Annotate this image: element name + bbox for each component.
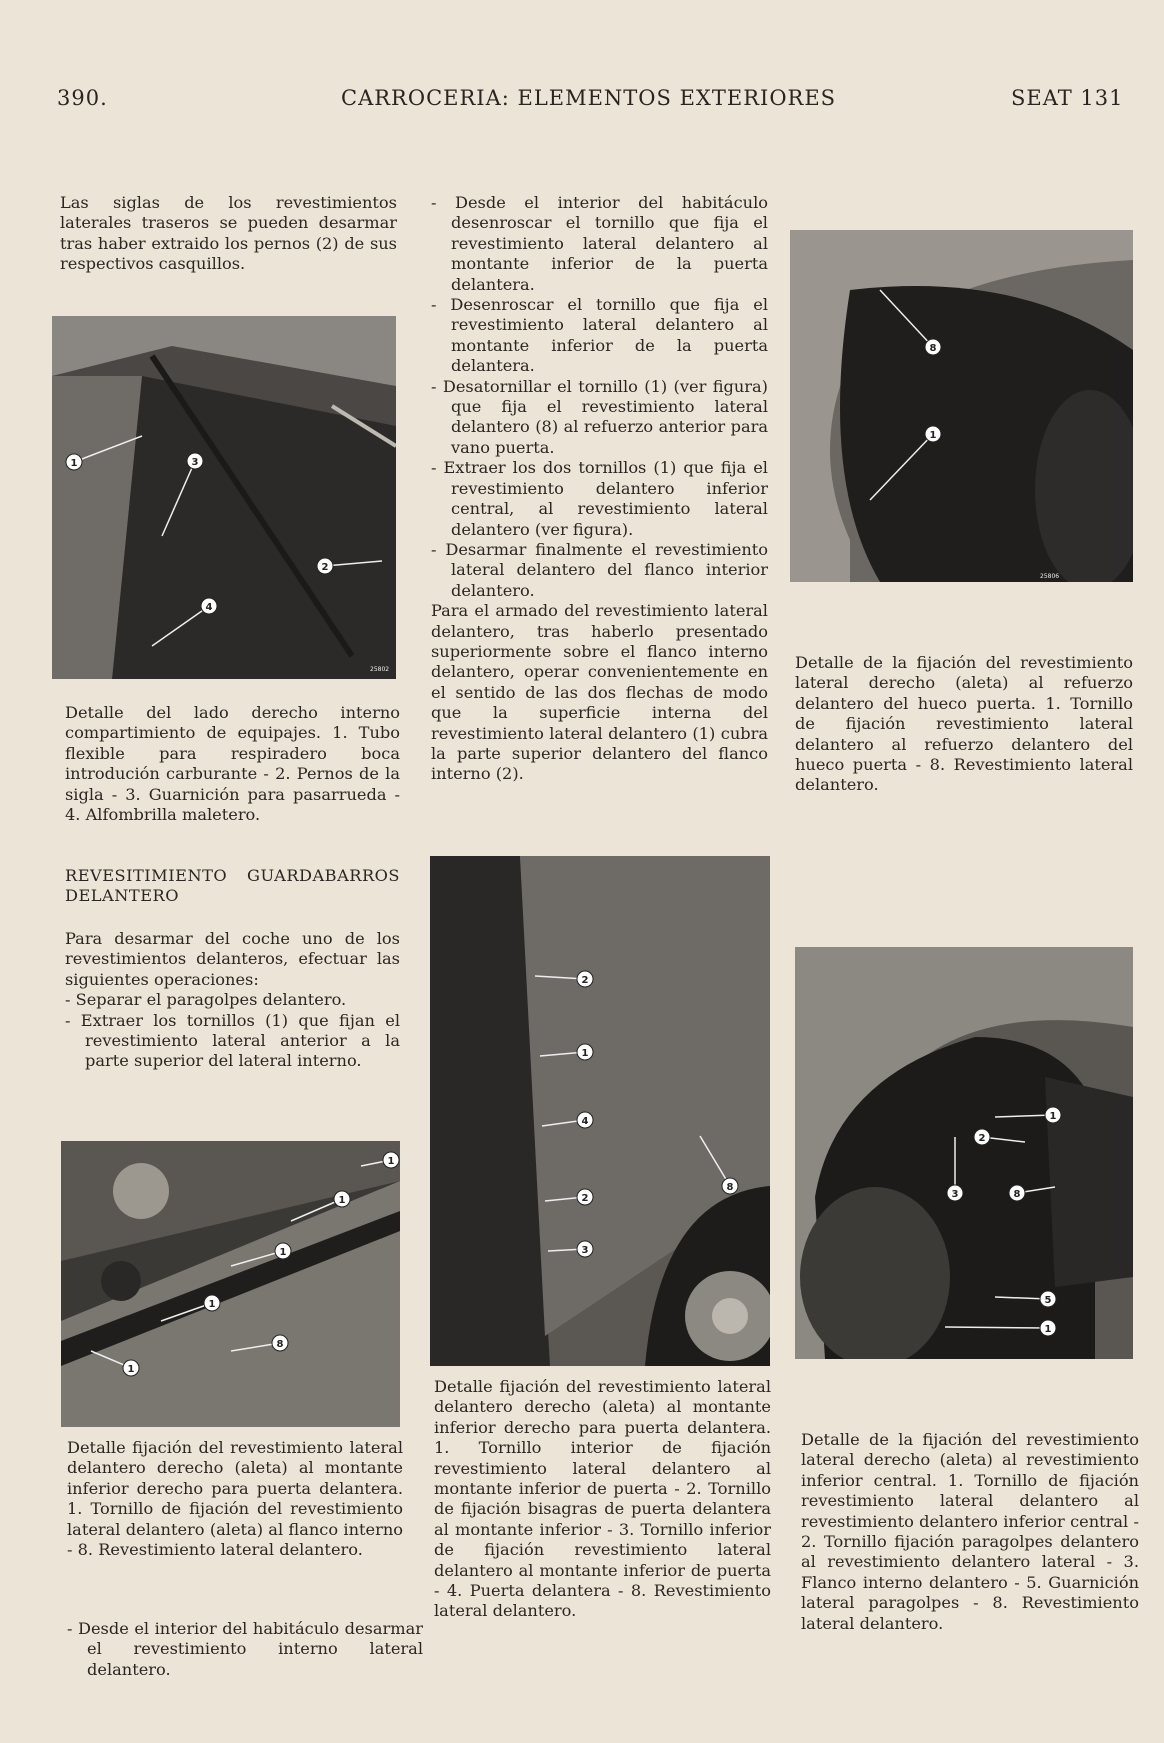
callout-label: 2 [321,562,329,573]
fig5-caption: Detalle fijación del revestimiento lateral delantero derecho (aleta) al montante inferior derecho para puerta delantera. 1. Tornillo interior de fijación revestimiento lateral delantero al montante inferior de puerta - 2. Tornillo de fijación bisagras de puerta delantera al montante inferior - 3. Tornillo inferior de fijación revestimiento lateral delantero al montante inferior de puerta - 4. Puerta delantera - 8. Revestimiento lateral delantero. [434,1377,771,1621]
step-item: - Desenroscar el tornillo que fija el revestimiento lateral delantero al montante inferior de la puerta delantera. [431,295,768,376]
intro-paragraph: Las siglas de los revestimientos laterales traseros se pueden desarmar tras haber extraido los pernos (2) de sus respectivos casquillos. [60,193,397,274]
wheel-arch-photo [790,230,1133,582]
callout-label: 3 [191,457,199,468]
fig3-caption: Detalle de la fijación del revestimiento lateral derecho (aleta) al refuerzo delantero del hueco puerta. 1. Tornillo de fijación revestimiento lateral delantero al refuerzo delantero del hueco puerta - 8. Revestimiento lateral delantero. [795,653,1133,795]
steps-middle [431,193,768,785]
fig6-caption: Detalle de la fijación del revestimiento lateral derecho (aleta) al revestimiento inferior central. 1. Tornillo de fijación revestimiento lateral delantero al revestimiento delantero inferior central - 2. Tornillo fijación paragolpes delantero al revestimiento delantero lateral - 3. Flanco interno delantero - 5. Guarnición lateral paragolpes - 8. Revestimiento lateral delantero. [801,1430,1139,1633]
trunk-photo [52,316,396,679]
callout-label: 8 [276,1339,284,1350]
step-item-last: - Desde el interior del habitáculo desarmar el revestimiento interno lateral delantero. [67,1619,423,1679]
fig1-caption: Detalle del lado derecho interno compartimiento de equipajes. 1. Tubo flexible para respiradero boca introdución carburante - 2. Pernos de la sigla - 3. Guarnición para pasarrueda - 4. Alfombrilla maletero. [65,703,400,825]
callout-label: 2 [978,1133,986,1144]
door-pillar-photo [430,856,770,1366]
callout-label: 1 [1049,1111,1057,1122]
callout-label: 2 [581,1193,589,1204]
step-item: - Extraer los dos tornillos (1) que fija el revestimiento delantero inferior central, al revestimiento lateral delantero (ver figura). [431,458,768,539]
section-heading: REVESITIMIENTO GUARDABARROS DELANTERO [65,866,400,906]
callout-label: 1 [279,1247,287,1258]
figure-code: 25806 [1040,573,1060,580]
callout-label: 8 [1013,1189,1021,1200]
callout-label: 8 [929,343,937,354]
step-item: - Desatornillar el tornillo (1) (ver figura) que fija el revestimiento lateral delantero (8) al refuerzo anterior para vano puerta. [431,376,768,457]
step-item: - Desde el interior del habitáculo desenroscar el tornillo que fija el revestimiento lateral delantero al montante inferior de la puerta delantera. [431,193,768,294]
callout-label: 4 [205,602,213,613]
callout-label: 1 [208,1299,216,1310]
step-item: - Separar el paragolpes delantero. [65,990,347,1010]
callout-label: 3 [951,1189,959,1200]
callout-label: 4 [581,1116,589,1127]
callout-label: 1 [1044,1324,1052,1335]
callout-label: 5 [1044,1295,1052,1306]
callout-label: 2 [581,975,589,986]
step-item: - Extraer los tornillos (1) que fijan el revestimiento lateral anterior a la parte superior del lateral interno. [65,1010,400,1071]
callout-label: 1 [929,430,937,441]
assembly-paragraph: Para el armado del revestimiento lateral delantero, tras haberlo presentado superiormente sobre el flanco interno delantero, operar convenientemente en el sentido de las dos flechas de modo que la superficie interna del revestimiento lateral delantero (1) cubra la parte superior delantero del flanco interno (2). [431,601,768,784]
section-intro [65,929,400,1072]
bumper-wheel-photo [795,947,1133,1359]
engine-bay-photo [61,1141,400,1427]
page-title: CARROCERIA: ELEMENTOS EXTERIORES [341,86,837,110]
callout-label: 1 [127,1364,135,1375]
callout-label: 1 [338,1195,346,1206]
callout-label: 8 [726,1182,734,1193]
figure-code: 25802 [370,666,390,673]
callout-label: 1 [387,1156,395,1167]
step-item: - Desarmar finalmente el revestimiento lateral delantero del flanco interior delantero. [431,539,768,600]
callout-label: 3 [581,1245,589,1256]
section-intro-text: Para desarmar del coche uno de los revestimientos delanteros, efectuar las siguientes operaciones: [65,929,400,989]
page-number: 390. [57,86,108,110]
callout-label: 1 [70,458,78,469]
callout-label: 1 [581,1048,589,1059]
fig4-caption: Detalle fijación del revestimiento lateral delantero derecho (aleta) al montante inferior derecho para puerta delantera. 1. Tornillo de fijación del revestimiento lateral delantero (aleta) al flanco interno - 8. Revestimiento lateral delantero. [67,1438,403,1560]
model-name: SEAT 131 [1011,86,1124,110]
